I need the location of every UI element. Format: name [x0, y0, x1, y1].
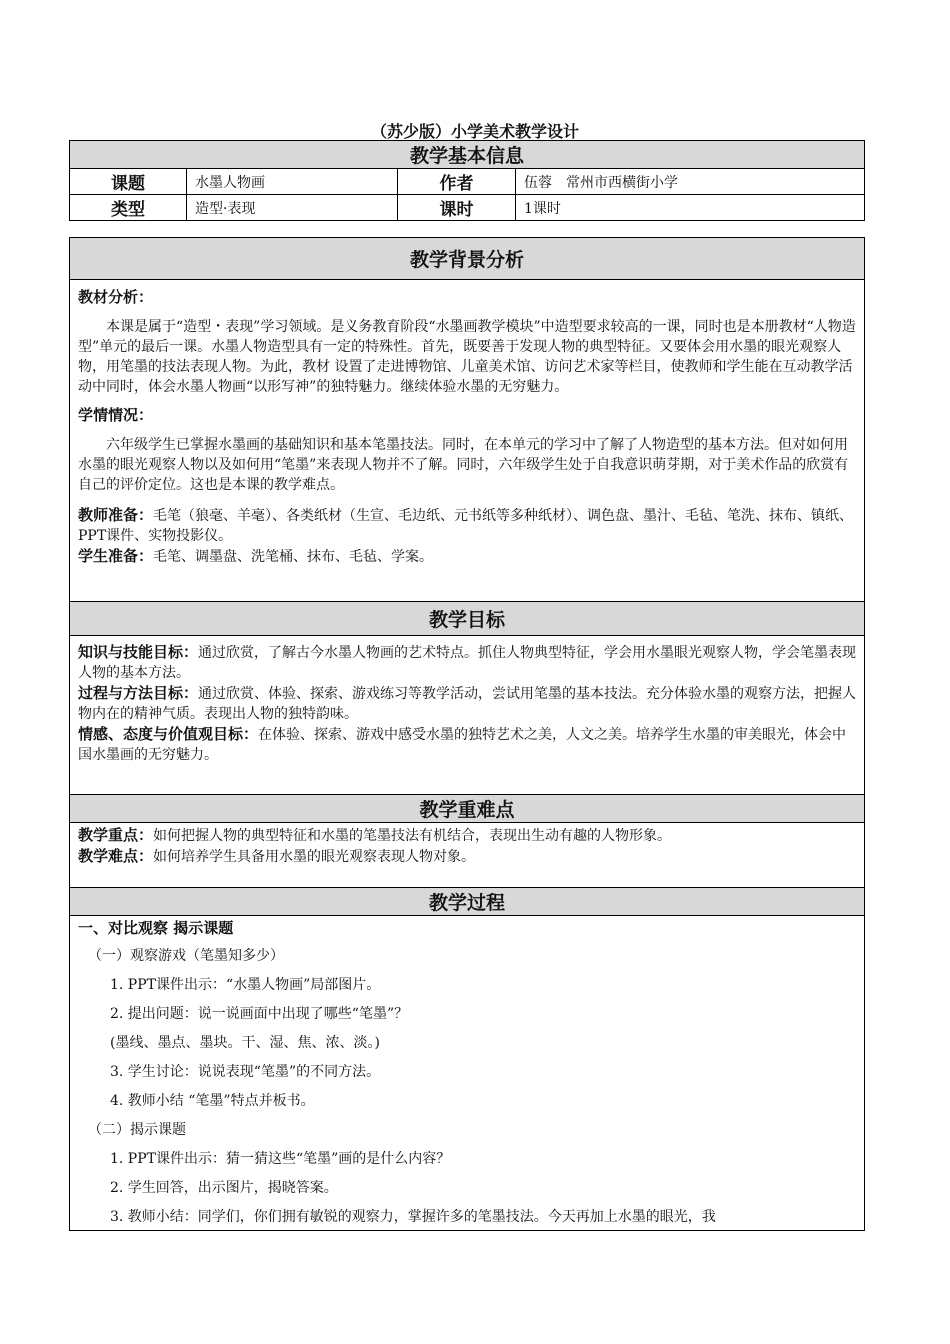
sub-section-1: （一）观察游戏（笔墨知多少）: [88, 948, 284, 964]
step-2-3: 3. 教师小结：同学们，你们拥有敏锐的观察力，掌握许多的笔墨技法。今天再加上水墨的眼光，我: [110, 1209, 716, 1225]
key-point-text: 如何把握人物的典型特征和水墨的笔墨技法有机结合，表现出生动有趣的人物形象。: [153, 828, 672, 844]
lesson-plan-table: [69, 237, 865, 1231]
student-prep-text: 毛笔、调墨盘、洗笔桶、抹布、毛毡、学案。: [153, 549, 434, 565]
author-value: 伍蓉 常州市西横街小学: [516, 169, 865, 195]
goals-section: [70, 636, 865, 795]
teacher-prep-text: 毛笔（狼毫、羊毫）、各类纸材（生宣、毛边纸、元书纸等多种纸材）、调色盘、墨汁、毛毡、笔洗、抹布、镇纸、PPT课件、实物投影仪。: [78, 508, 854, 544]
type-value: 造型·表现: [187, 195, 398, 221]
teacher-prep-label: 教师准备：: [78, 506, 154, 524]
difficulty: [78, 846, 856, 867]
student-title: 学情情况：: [78, 406, 154, 424]
document-title: （苏少版）小学美术教学设计: [370, 122, 579, 141]
goals-header: 教学目标: [70, 602, 865, 636]
key-point-label: 教学重点：: [78, 826, 154, 844]
process-goal-label: 过程与方法目标：: [78, 684, 199, 702]
step-1-1: 1. PPT课件出示：“水墨人物画”局部图片。: [110, 977, 381, 993]
hours-value: 1课时: [516, 195, 865, 221]
step-1-2: 2. 提出问题：说一说画面中出现了哪些“笔墨”？: [110, 1006, 409, 1022]
key-points-section: [70, 823, 865, 888]
knowledge-label: 知识与技能目标：: [78, 643, 199, 661]
part1-title: 一、对比观察 揭示课题: [78, 919, 234, 937]
emotion-goal: [78, 724, 856, 765]
key-points-header: 教学重难点: [70, 795, 865, 823]
step-2-1: 1. PPT课件出示：猜一猜这些“笔墨”画的是什么内容？: [110, 1151, 451, 1167]
author-label: 作者: [398, 169, 516, 195]
basic-info-table: [69, 140, 865, 221]
key-point: [78, 825, 856, 846]
material-title: 教材分析：: [78, 288, 154, 306]
hours-label: 课时: [398, 195, 516, 221]
knowledge-goal: [78, 642, 856, 683]
type-label: 类型: [70, 195, 187, 221]
topic-label: 课题: [70, 169, 187, 195]
process-header: 教学过程: [70, 888, 865, 916]
process-goal: [78, 683, 856, 724]
student-prep-label: 学生准备：: [78, 547, 154, 565]
teacher-prep: [78, 505, 856, 546]
topic-value: 水墨人物画: [187, 169, 398, 195]
step-1-2-note: (墨线、墨点、墨块。干、湿、焦、浓、淡。): [110, 1035, 380, 1051]
background-section: [70, 280, 865, 602]
difficulty-text: 如何培养学生具备用水墨的眼光观察表现人物对象。: [153, 849, 476, 865]
process-section: [70, 916, 865, 1231]
step-2-2: 2. 学生回答，出示图片，揭晓答案。: [110, 1180, 338, 1196]
material-text: 本课是属于“造型・表现”学习领域。是义务教育阶段“水墨画教学模块”中造型要求较高的一课，同时也是本册教材“人物造型”单元的最后一课。水墨人物造型具有一定的特殊性。首先，既要善于发现人物的典型特征。又要体会用水墨的眼光观察人物，用笔墨的技法表现人物。为此，教材 设置了走进博物馆、儿童美术馆、访问艺术家等栏目，使教师和学生能在互动教学活动中同时，体会水墨人物画“以形写神”的独特魅力。继续体验水墨的无穷魅力。: [78, 319, 856, 395]
step-1-3: 3. 学生讨论：说说表现“笔墨”的不同方法。: [110, 1064, 381, 1080]
emotion-text: 在体验、探索、游戏中感受水墨的独特艺术之美，人文之美。培养学生水墨的审美眼光，体会中国水墨画的无穷魅力。: [78, 727, 847, 763]
step-1-4: 4. 教师小结 “笔墨”特点并板书。: [110, 1093, 315, 1109]
student-text: 六年级学生已掌握水墨画的基础知识和基本笔墨技法。同时，在本单元的学习中了解了人物造型的基本方法。但对如何用水墨的眼光观察人物以及如何用“笔墨”来表现人物并不了解。同时，六年级学生处于自我意识萌芽期，对于美术作品的欣赏有自己的评价定位。这也是本课的教学难点。: [78, 437, 849, 493]
student-prep: [78, 546, 856, 567]
basic-info-header: 教学基本信息: [70, 141, 865, 169]
difficulty-label: 教学难点：: [78, 847, 154, 865]
process-goal-text: 通过欣赏、体验、探索、游戏练习等教学活动，尝试用笔墨的基本技法。充分体验水墨的观察方法，把握人物内在的精神气质。表现出人物的独特韵味。: [78, 686, 857, 722]
background-header: 教学背景分析: [70, 238, 865, 280]
emotion-label: 情感、态度与价值观目标：: [78, 725, 259, 743]
knowledge-text: 通过欣赏，了解古今水墨人物画的艺术特点。抓住人物典型特征，学会用水墨眼光观察人物，学会笔墨表现人物的基本方法。: [78, 645, 857, 681]
sub-section-2: （二）揭示课题: [88, 1122, 186, 1138]
